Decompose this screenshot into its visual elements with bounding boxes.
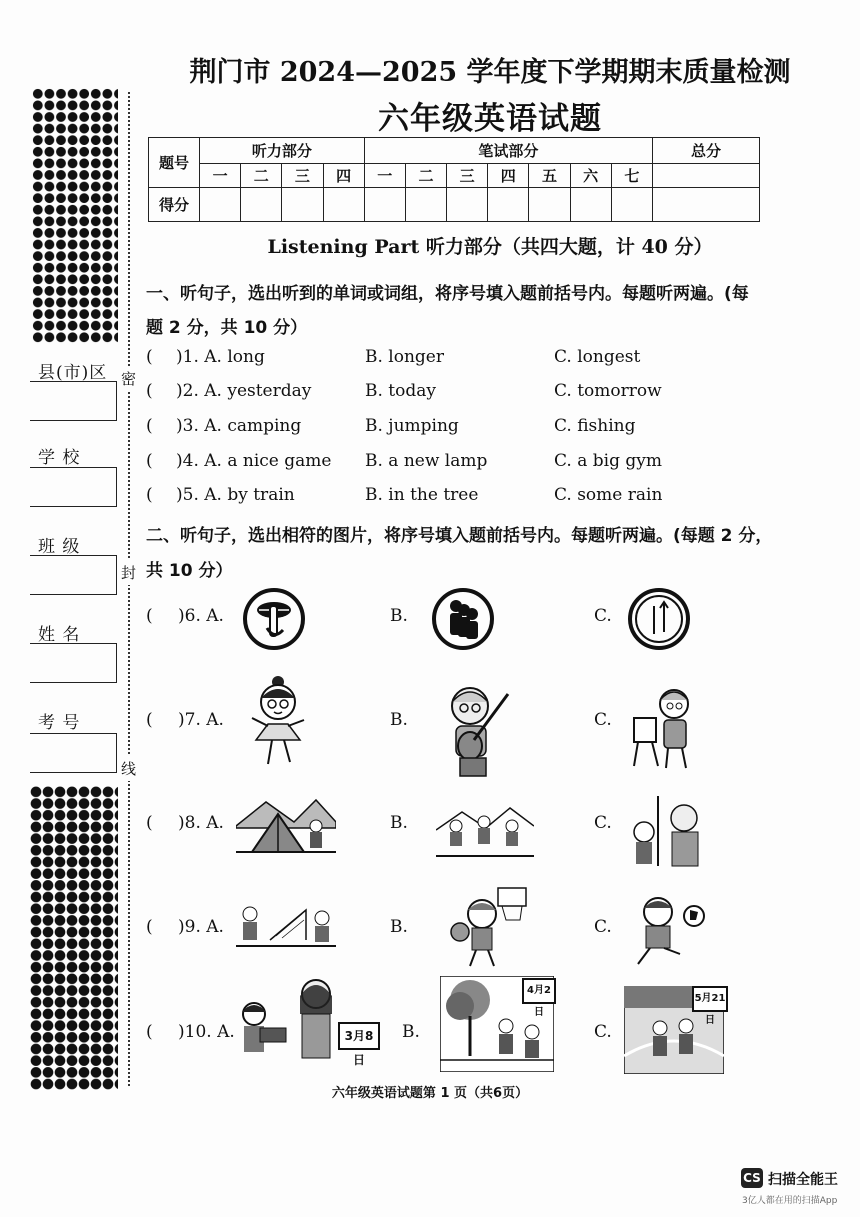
camscanner-logo-icon: CS bbox=[741, 1168, 763, 1188]
option-c: C. longest bbox=[554, 347, 641, 367]
option-a: )8. A. bbox=[178, 813, 224, 833]
option-a: )10. A. bbox=[178, 1022, 235, 1042]
option-c: C. bbox=[594, 606, 612, 626]
answer-bracket[interactable]: ( bbox=[146, 451, 153, 471]
section1-title-cont: 题 2 分，共 10 分） bbox=[146, 318, 308, 338]
option-c: C. bbox=[594, 1022, 612, 1042]
col-number: 二 bbox=[405, 164, 446, 188]
score-table bbox=[148, 137, 760, 222]
listening-part-heading: Listening Part 听力部分（共四大题，计 40 分） bbox=[267, 236, 713, 258]
exam-title: 荆门市 2024—2025 学年度下学期期末质量检测 bbox=[189, 57, 791, 88]
col-number: 一 bbox=[364, 164, 405, 188]
calendar-icon: 3月8日 bbox=[338, 1022, 380, 1050]
score-cell[interactable] bbox=[570, 188, 611, 222]
option-c: C. bbox=[594, 710, 612, 730]
option-b: B. bbox=[390, 710, 408, 730]
section2-title-cont: 共 10 分） bbox=[146, 561, 233, 581]
option-c: C. fishing bbox=[554, 416, 636, 436]
section2-title: 二、听句子，选出相符的图片，将序号填入题前括号内。每题听两遍。(每题 2 分， bbox=[146, 526, 773, 546]
col-number: 五 bbox=[529, 164, 570, 188]
answer-bracket[interactable]: ( bbox=[146, 381, 153, 401]
page-footer: 六年级英语试题第 1 页（共6页） bbox=[331, 1086, 529, 1101]
score-cell[interactable] bbox=[241, 188, 282, 222]
decorative-dot-pattern-top bbox=[32, 88, 118, 344]
field-label-school: 学 校 bbox=[38, 448, 81, 468]
answer-bracket[interactable]: ( bbox=[146, 347, 153, 367]
score-cell[interactable] bbox=[405, 188, 446, 222]
option-a: )9. A. bbox=[178, 917, 224, 937]
calendar-icon: 4月2日 bbox=[522, 978, 556, 1004]
score-row-label: 得分 bbox=[149, 188, 200, 222]
painting-boy-image bbox=[630, 682, 700, 772]
answer-bracket[interactable]: ( bbox=[146, 1022, 153, 1042]
option-c: C. bbox=[594, 813, 612, 833]
badminton-scene-image bbox=[236, 896, 336, 950]
score-cell[interactable] bbox=[282, 188, 323, 222]
score-cell[interactable] bbox=[364, 188, 405, 222]
option-a: )7. A. bbox=[178, 710, 224, 730]
option-c: C. some rain bbox=[554, 485, 663, 505]
basketball-boy-image bbox=[450, 884, 530, 968]
col-number: 二 bbox=[241, 164, 282, 188]
score-cell[interactable] bbox=[529, 188, 570, 222]
score-cell[interactable] bbox=[447, 188, 488, 222]
option-b: B. longer bbox=[365, 347, 444, 367]
field-box-school[interactable] bbox=[30, 467, 117, 507]
dancing-girl-image bbox=[244, 674, 310, 770]
camping-scene-image bbox=[236, 792, 336, 856]
option-a: )5. A. by train bbox=[176, 485, 295, 505]
question-row bbox=[146, 381, 846, 405]
womens-day-scene-image bbox=[236, 974, 338, 1062]
option-c: C. a big gym bbox=[554, 451, 662, 471]
col-number: 七 bbox=[611, 164, 652, 188]
score-cell[interactable] bbox=[200, 188, 241, 222]
answer-bracket[interactable]: ( bbox=[146, 813, 153, 833]
queue-sign-icon bbox=[430, 586, 496, 652]
score-cell-total[interactable] bbox=[653, 188, 760, 222]
two-way-lane-sign-icon bbox=[626, 586, 692, 652]
football-boy-image bbox=[630, 890, 706, 970]
option-b: B. jumping bbox=[365, 416, 459, 436]
score-cell[interactable] bbox=[611, 188, 652, 222]
answer-bracket[interactable]: ( bbox=[146, 710, 153, 730]
field-label-class: 班 级 bbox=[38, 537, 81, 557]
guitar-player-image bbox=[436, 680, 516, 780]
field-box-class[interactable] bbox=[30, 555, 117, 595]
option-a: )4. A. a nice game bbox=[176, 451, 332, 471]
option-c: C. bbox=[594, 917, 612, 937]
col-number: 三 bbox=[282, 164, 323, 188]
field-label-county: 县(市)区 bbox=[38, 363, 108, 383]
field-label-name: 姓 名 bbox=[38, 625, 81, 645]
option-b: B. bbox=[390, 813, 408, 833]
section1-title: 一、听句子，选出听到的单词或词组，将序号填入题前括号内。每题听两遍。(每 bbox=[146, 284, 749, 304]
seal-char-feng: 封 bbox=[121, 560, 136, 585]
score-cell[interactable] bbox=[323, 188, 364, 222]
option-b: B. bbox=[402, 1022, 420, 1042]
field-box-county[interactable] bbox=[30, 381, 117, 421]
option-b: B. bbox=[390, 917, 408, 937]
answer-bracket[interactable]: ( bbox=[146, 416, 153, 436]
option-b: B. a new lamp bbox=[365, 451, 488, 471]
option-b: B. in the tree bbox=[365, 485, 479, 505]
answer-bracket[interactable]: ( bbox=[146, 606, 153, 626]
score-table-row-label: 题号 bbox=[149, 138, 200, 188]
decorative-dot-pattern-bottom bbox=[30, 786, 118, 1090]
quiet-sign-icon bbox=[241, 586, 307, 652]
answer-bracket[interactable]: ( bbox=[146, 917, 153, 937]
written-header: 笔试部分 bbox=[364, 138, 652, 164]
question-row bbox=[146, 347, 846, 371]
question-row bbox=[146, 451, 846, 475]
scanner-app-name: 扫描全能王 bbox=[768, 1172, 838, 1188]
col-number: 一 bbox=[200, 164, 241, 188]
col-number: 三 bbox=[447, 164, 488, 188]
hiking-scene-image bbox=[436, 800, 534, 860]
option-c: C. tomorrow bbox=[554, 381, 662, 401]
option-b: B. bbox=[390, 606, 408, 626]
tree-planting-scene-image bbox=[628, 796, 712, 870]
col-number: 六 bbox=[570, 164, 611, 188]
seal-char-xian: 线 bbox=[121, 756, 136, 781]
field-box-name[interactable] bbox=[30, 643, 117, 683]
option-a: )2. A. yesterday bbox=[176, 381, 312, 401]
seal-char-mi: 密 bbox=[121, 366, 136, 391]
col-number: 四 bbox=[323, 164, 364, 188]
option-b: B. today bbox=[365, 381, 436, 401]
option-a: )1. A. long bbox=[176, 347, 265, 367]
option-a: )3. A. camping bbox=[176, 416, 302, 436]
field-box-exam-number[interactable] bbox=[30, 733, 117, 773]
score-cell[interactable] bbox=[488, 188, 529, 222]
col-number: 四 bbox=[488, 164, 529, 188]
listening-header: 听力部分 bbox=[200, 138, 365, 164]
scanner-tagline: 3亿人都在用的扫描App bbox=[742, 1196, 838, 1206]
option-a: )6. A. bbox=[178, 606, 224, 626]
question-row bbox=[146, 485, 846, 509]
exam-subtitle: 六年级英语试题 bbox=[378, 101, 602, 137]
field-label-exam-number: 考 号 bbox=[38, 713, 81, 733]
question-row bbox=[146, 416, 846, 440]
calendar-icon: 5月21日 bbox=[692, 986, 728, 1012]
answer-bracket[interactable]: ( bbox=[146, 485, 153, 505]
total-header: 总分 bbox=[653, 138, 760, 164]
